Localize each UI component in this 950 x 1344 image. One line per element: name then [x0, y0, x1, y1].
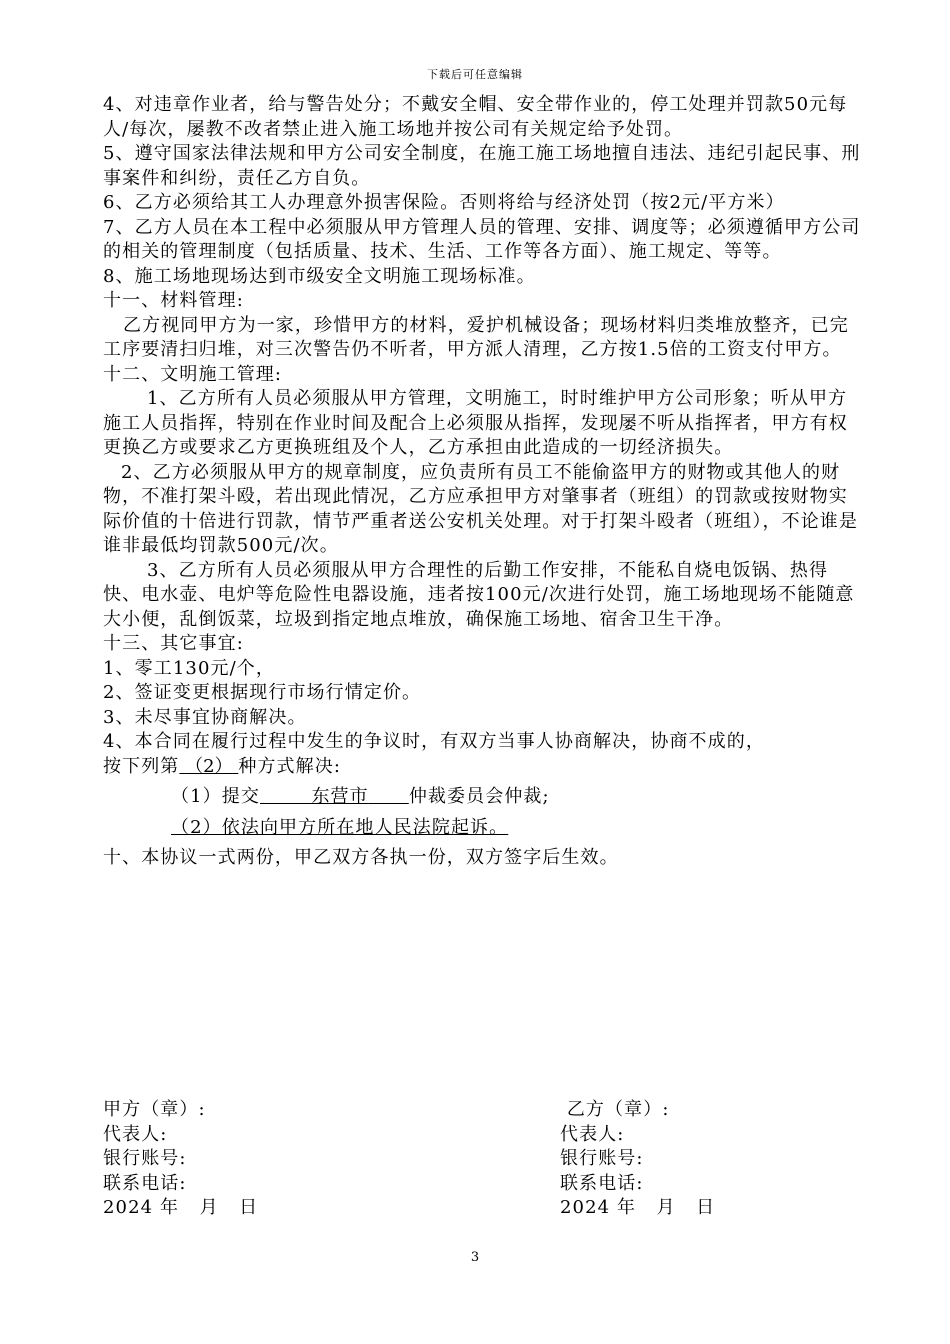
section-12-item-3: 3、乙方所有人员必须服从甲方合理性的后勤工作安排，不能私自烧电饭锅、热得快、电水壶、电炉等危险性电器设施，违者按100元/次进行处罚，施工场地现场不能随意大小便，乱倒饭菜，垃圾到指定地点堆放，确保施工场地、宿舍卫生干净。	[103, 559, 855, 630]
page-number: 3	[470, 1250, 480, 1265]
section-13-item-3: 3、未尽事宜协商解决。	[103, 706, 307, 728]
dispute-method-prefix: 按下列第	[103, 755, 180, 777]
party-a-phone: 联系电话:	[103, 1172, 187, 1194]
party-a-signature	[103, 1098, 258, 1221]
clause-8: 8、施工场地现场达到市级安全文明施工现场标准。	[103, 265, 536, 287]
party-a-label: 甲方（章）:	[103, 1099, 206, 1120]
dispute-method-line	[103, 755, 863, 780]
party-b-rep: 代表人:	[560, 1123, 625, 1145]
option-2: （2）依法向甲方所在地人民法院起诉。	[171, 816, 509, 838]
party-b-label: 乙方（章）:	[560, 1099, 670, 1120]
clause-4: 4、对违章作业者，给与警告处分；不戴安全帽、安全带作业的，停工处理并罚款50元每人/每次，屡教不改者禁止进入施工场地并按公司有关规定给予处罚。	[103, 94, 848, 140]
party-a-rep: 代表人:	[103, 1123, 168, 1145]
party-b-signature	[560, 1098, 715, 1221]
dispute-method-suffix: 种方式解决:	[238, 755, 341, 777]
party-b-bank: 银行账号:	[560, 1148, 644, 1169]
clause-7: 7、乙方人员在本工程中必须服从甲方管理人员的管理、安排、调度等；必须遵循甲方公司的相关的管理制度（包括质量、技术、生活、工作等各方面）、施工规定、等等。	[103, 216, 861, 262]
section-13-item-2: 2、签证变更根据现行市场行情定价。	[103, 682, 422, 703]
party-a-date: 2024 年 月 日	[103, 1197, 259, 1218]
dispute-method-choice: （2）	[185, 755, 233, 777]
party-a-bank: 银行账号:	[103, 1148, 187, 1169]
section-11-body: 乙方视同甲方为一家，珍惜甲方的材料，爱护机械设备；现场材料归类堆放整齐，已完工序要清扫归堆，对三次警告仍不听者，甲方派人清理，乙方按1.5倍的工资支付甲方。	[103, 314, 849, 360]
page-header: 下载后可任意编辑	[427, 68, 523, 81]
contract-body	[103, 93, 863, 871]
section-13-title: 十三、其它事宜:	[103, 633, 244, 654]
arbitration-city: 东营市	[311, 786, 369, 807]
section-11-title: 十一、材料管理:	[103, 290, 244, 311]
section-12-item-1: 1、乙方所有人员必须服从甲方管理，文明施工，时时维护甲方公司形象；听从甲方施工人员指挥，特别在作业时间及配合上必须服从指挥，发现屡不听从指挥者，甲方有权更换乙方或要求乙方更换班组及个人，乙方承担由此造成的一切经济损失。	[103, 388, 848, 458]
clause-5: 5、遵守国家法律法规和甲方公司安全制度，在施工施工场地擅自违法、违纪引起民事、刑事案件和纠纷，责任乙方自负。	[103, 143, 861, 189]
section-12-item-2: 2、乙方必须服从甲方的规章制度，应负责所有员工不能偷盗甲方的财物或其他人的财物，不准打架斗殴，若出现此情况，乙方应承担甲方对肇事者（班组）的罚款或按财物实际价值的十倍进行罚款，情节严重者送公安机关处理。对于打架斗殴者（班组），不论谁是谁非最低均罚款500元/次。	[103, 461, 858, 556]
clause-6: 6、乙方必须给其工人办理意外损害保险。否则将给与经济处罚（按2元/平方米）	[103, 192, 785, 213]
party-b-date: 2024 年 月 日	[560, 1197, 716, 1218]
party-b-phone: 联系电话:	[560, 1172, 644, 1194]
final-clause: 十、本协议一式两份，甲乙双方各执一份，双方签字后生效。	[103, 847, 619, 868]
section-12-title: 十二、文明施工管理:	[103, 363, 283, 385]
option-1: （1）提交 东营市 仲裁委员会仲裁;	[171, 786, 550, 807]
section-13-item-4: 4、本合同在履行过程中发生的争议时，有双方当事人协商解决，协商不成的，	[103, 731, 765, 752]
section-13-item-1: 1、零工130元/个，	[103, 657, 275, 679]
